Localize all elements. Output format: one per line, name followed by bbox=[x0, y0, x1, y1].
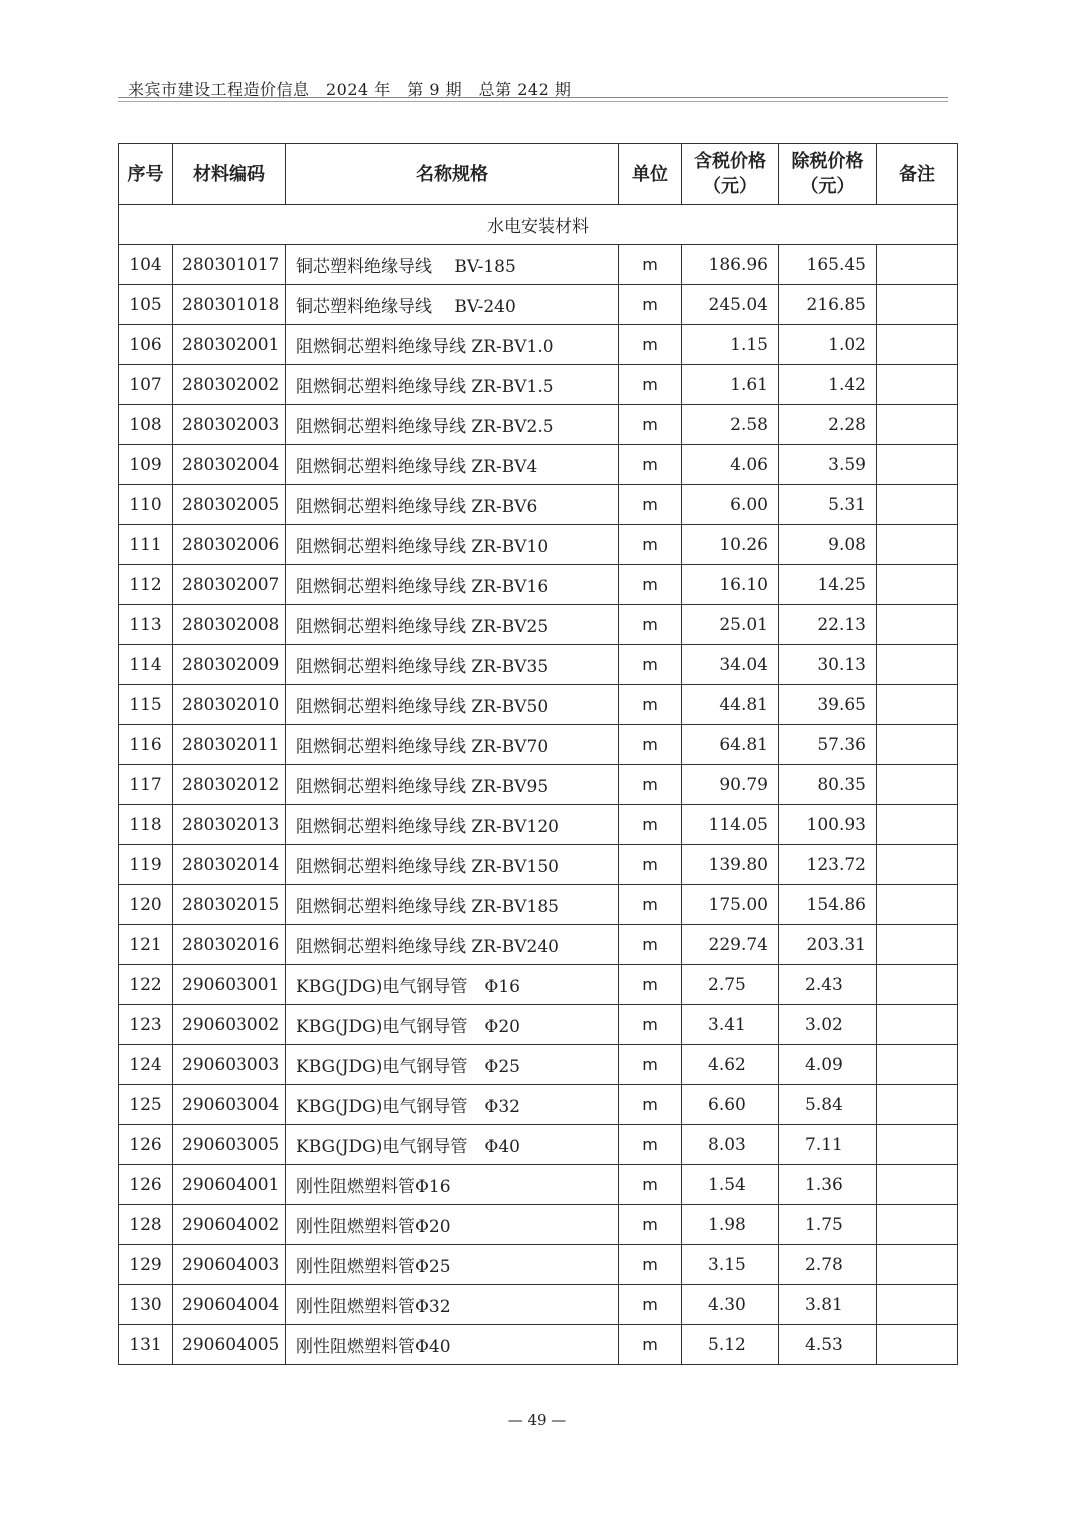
row-index: 123 bbox=[119, 1005, 173, 1045]
row-index: 115 bbox=[119, 685, 173, 725]
row-code: 280302008 bbox=[173, 605, 286, 645]
row-name-spec: 刚性阻燃塑料管Φ40 bbox=[286, 1325, 619, 1365]
row-code: 280302014 bbox=[173, 845, 286, 885]
row-price-with-tax: 229.74 bbox=[682, 925, 779, 965]
row-code: 290603003 bbox=[173, 1045, 286, 1085]
row-price-without-tax: 5.31 bbox=[779, 485, 877, 525]
table-row bbox=[119, 885, 958, 925]
row-price-with-tax: 4.30 bbox=[682, 1285, 779, 1325]
row-remarks bbox=[877, 725, 958, 765]
table-row bbox=[119, 725, 958, 765]
row-unit: m bbox=[619, 325, 682, 365]
row-name-spec: 阻燃铜芯塑料绝缘导线 ZR-BV185 bbox=[286, 885, 619, 925]
header-code: 材料编码 bbox=[173, 144, 286, 205]
table-row bbox=[119, 1205, 958, 1245]
header-remarks: 备注 bbox=[877, 144, 958, 205]
row-unit: m bbox=[619, 1045, 682, 1085]
row-unit: m bbox=[619, 365, 682, 405]
row-price-without-tax: 22.13 bbox=[779, 605, 877, 645]
table-row bbox=[119, 245, 958, 285]
row-unit: m bbox=[619, 525, 682, 565]
row-code: 280302009 bbox=[173, 645, 286, 685]
row-index: 125 bbox=[119, 1085, 173, 1125]
row-code: 290604004 bbox=[173, 1285, 286, 1325]
row-name-spec: 刚性阻燃塑料管Φ20 bbox=[286, 1205, 619, 1245]
table-row bbox=[119, 645, 958, 685]
row-remarks bbox=[877, 405, 958, 445]
row-name-spec: 铜芯塑料绝缘导线 BV-240 bbox=[286, 285, 619, 325]
row-remarks bbox=[877, 845, 958, 885]
row-price-with-tax: 2.75 bbox=[682, 965, 779, 1005]
row-remarks bbox=[877, 805, 958, 845]
row-price-without-tax: 1.42 bbox=[779, 365, 877, 405]
row-price-without-tax: 7.11 bbox=[779, 1125, 877, 1165]
row-code: 290604001 bbox=[173, 1165, 286, 1205]
table-row bbox=[119, 925, 958, 965]
row-index: 111 bbox=[119, 525, 173, 565]
table-row bbox=[119, 525, 958, 565]
row-unit: m bbox=[619, 605, 682, 645]
row-name-spec: 阻燃铜芯塑料绝缘导线 ZR-BV35 bbox=[286, 645, 619, 685]
row-index: 119 bbox=[119, 845, 173, 885]
row-unit: m bbox=[619, 405, 682, 445]
row-remarks bbox=[877, 1125, 958, 1165]
row-unit: m bbox=[619, 1005, 682, 1045]
row-remarks bbox=[877, 885, 958, 925]
row-price-with-tax: 1.98 bbox=[682, 1205, 779, 1245]
row-price-without-tax: 2.28 bbox=[779, 405, 877, 445]
row-price-with-tax: 3.15 bbox=[682, 1245, 779, 1285]
row-price-with-tax: 64.81 bbox=[682, 725, 779, 765]
row-code: 280302011 bbox=[173, 725, 286, 765]
table-row bbox=[119, 1045, 958, 1085]
row-index: 109 bbox=[119, 445, 173, 485]
row-remarks bbox=[877, 1325, 958, 1365]
table-row bbox=[119, 405, 958, 445]
row-index: 105 bbox=[119, 285, 173, 325]
row-price-with-tax: 4.62 bbox=[682, 1045, 779, 1085]
row-index: 108 bbox=[119, 405, 173, 445]
table-row bbox=[119, 845, 958, 885]
row-remarks bbox=[877, 605, 958, 645]
row-code: 280302005 bbox=[173, 485, 286, 525]
row-name-spec: 阻燃铜芯塑料绝缘导线 ZR-BV6 bbox=[286, 485, 619, 525]
row-index: 129 bbox=[119, 1245, 173, 1285]
row-unit: m bbox=[619, 1085, 682, 1125]
row-price-with-tax: 1.54 bbox=[682, 1165, 779, 1205]
row-price-without-tax: 154.86 bbox=[779, 885, 877, 925]
row-name-spec: 阻燃铜芯塑料绝缘导线 ZR-BV70 bbox=[286, 725, 619, 765]
row-unit: m bbox=[619, 965, 682, 1005]
row-name-spec: 阻燃铜芯塑料绝缘导线 ZR-BV150 bbox=[286, 845, 619, 885]
row-code: 290604002 bbox=[173, 1205, 286, 1245]
row-price-without-tax: 100.93 bbox=[779, 805, 877, 845]
row-name-spec: 刚性阻燃塑料管Φ25 bbox=[286, 1245, 619, 1285]
row-name-spec: 阻燃铜芯塑料绝缘导线 ZR-BV25 bbox=[286, 605, 619, 645]
table-row bbox=[119, 1325, 958, 1365]
row-index: 112 bbox=[119, 565, 173, 605]
row-remarks bbox=[877, 245, 958, 285]
row-unit: m bbox=[619, 485, 682, 525]
row-code: 280302015 bbox=[173, 885, 286, 925]
row-price-without-tax: 5.84 bbox=[779, 1085, 877, 1125]
section-row bbox=[119, 205, 958, 245]
row-unit: m bbox=[619, 445, 682, 485]
table-row bbox=[119, 565, 958, 605]
row-index: 124 bbox=[119, 1045, 173, 1085]
row-index: 131 bbox=[119, 1325, 173, 1365]
row-index: 121 bbox=[119, 925, 173, 965]
row-code: 280301017 bbox=[173, 245, 286, 285]
row-price-without-tax: 39.65 bbox=[779, 685, 877, 725]
row-remarks bbox=[877, 365, 958, 405]
row-price-with-tax: 186.96 bbox=[682, 245, 779, 285]
row-remarks bbox=[877, 1045, 958, 1085]
row-remarks bbox=[877, 645, 958, 685]
row-name-spec: 阻燃铜芯塑料绝缘导线 ZR-BV10 bbox=[286, 525, 619, 565]
header-price-without-tax: 除税价格 （元） bbox=[779, 144, 877, 205]
table-row bbox=[119, 1285, 958, 1325]
row-unit: m bbox=[619, 805, 682, 845]
row-code: 280302012 bbox=[173, 765, 286, 805]
header-rule-secondary bbox=[118, 101, 948, 102]
row-unit: m bbox=[619, 645, 682, 685]
row-price-with-tax: 10.26 bbox=[682, 525, 779, 565]
row-price-without-tax: 1.36 bbox=[779, 1165, 877, 1205]
row-name-spec: 阻燃铜芯塑料绝缘导线 ZR-BV2.5 bbox=[286, 405, 619, 445]
row-price-without-tax: 3.02 bbox=[779, 1005, 877, 1045]
row-code: 280302001 bbox=[173, 325, 286, 365]
row-index: 113 bbox=[119, 605, 173, 645]
row-index: 104 bbox=[119, 245, 173, 285]
row-index: 107 bbox=[119, 365, 173, 405]
row-index: 116 bbox=[119, 725, 173, 765]
row-name-spec: 阻燃铜芯塑料绝缘导线 ZR-BV1.0 bbox=[286, 325, 619, 365]
row-name-spec: 刚性阻燃塑料管Φ32 bbox=[286, 1285, 619, 1325]
row-name-spec: 阻燃铜芯塑料绝缘导线 ZR-BV120 bbox=[286, 805, 619, 845]
page-header: 来宾市建设工程造价信息 2024 年 第 9 期 总第 242 期 bbox=[128, 80, 572, 99]
row-price-with-tax: 245.04 bbox=[682, 285, 779, 325]
table-row bbox=[119, 1245, 958, 1285]
row-unit: m bbox=[619, 1285, 682, 1325]
row-remarks bbox=[877, 1085, 958, 1125]
row-remarks bbox=[877, 485, 958, 525]
row-price-with-tax: 90.79 bbox=[682, 765, 779, 805]
row-price-with-tax: 3.41 bbox=[682, 1005, 779, 1045]
row-code: 280302016 bbox=[173, 925, 286, 965]
row-name-spec: 阻燃铜芯塑料绝缘导线 ZR-BV50 bbox=[286, 685, 619, 725]
row-code: 280302006 bbox=[173, 525, 286, 565]
row-name-spec: 铜芯塑料绝缘导线 BV-185 bbox=[286, 245, 619, 285]
row-unit: m bbox=[619, 245, 682, 285]
row-unit: m bbox=[619, 1165, 682, 1205]
row-price-without-tax: 14.25 bbox=[779, 565, 877, 605]
row-unit: m bbox=[619, 845, 682, 885]
table-row bbox=[119, 1085, 958, 1125]
row-remarks bbox=[877, 1005, 958, 1045]
row-unit: m bbox=[619, 725, 682, 765]
row-index: 114 bbox=[119, 645, 173, 685]
header-price-with-tax: 含税价格 （元） bbox=[682, 144, 779, 205]
row-name-spec: KBG(JDG)电气钢导管 Φ20 bbox=[286, 1005, 619, 1045]
row-code: 280301018 bbox=[173, 285, 286, 325]
row-unit: m bbox=[619, 685, 682, 725]
row-price-with-tax: 4.06 bbox=[682, 445, 779, 485]
row-index: 117 bbox=[119, 765, 173, 805]
row-price-without-tax: 57.36 bbox=[779, 725, 877, 765]
header-name-spec: 名称规格 bbox=[286, 144, 619, 205]
row-code: 280302002 bbox=[173, 365, 286, 405]
row-index: 106 bbox=[119, 325, 173, 365]
table-row bbox=[119, 445, 958, 485]
row-index: 122 bbox=[119, 965, 173, 1005]
row-code: 280302010 bbox=[173, 685, 286, 725]
row-price-without-tax: 203.31 bbox=[779, 925, 877, 965]
row-remarks bbox=[877, 525, 958, 565]
table-row bbox=[119, 285, 958, 325]
row-price-with-tax: 5.12 bbox=[682, 1325, 779, 1365]
row-price-without-tax: 4.09 bbox=[779, 1045, 877, 1085]
row-price-without-tax: 1.75 bbox=[779, 1205, 877, 1245]
row-name-spec: 刚性阻燃塑料管Φ16 bbox=[286, 1165, 619, 1205]
row-price-without-tax: 165.45 bbox=[779, 245, 877, 285]
table-header-row bbox=[119, 144, 958, 205]
row-remarks bbox=[877, 765, 958, 805]
row-name-spec: KBG(JDG)电气钢导管 Φ16 bbox=[286, 965, 619, 1005]
row-index: 110 bbox=[119, 485, 173, 525]
row-name-spec: KBG(JDG)电气钢导管 Φ40 bbox=[286, 1125, 619, 1165]
row-price-with-tax: 1.61 bbox=[682, 365, 779, 405]
row-index: 126 bbox=[119, 1165, 173, 1205]
row-price-with-tax: 2.58 bbox=[682, 405, 779, 445]
row-price-with-tax: 114.05 bbox=[682, 805, 779, 845]
row-code: 290603002 bbox=[173, 1005, 286, 1045]
row-price-with-tax: 44.81 bbox=[682, 685, 779, 725]
row-name-spec: 阻燃铜芯塑料绝缘导线 ZR-BV16 bbox=[286, 565, 619, 605]
row-price-with-tax: 16.10 bbox=[682, 565, 779, 605]
row-price-without-tax: 80.35 bbox=[779, 765, 877, 805]
row-code: 290604003 bbox=[173, 1245, 286, 1285]
row-unit: m bbox=[619, 285, 682, 325]
table-row bbox=[119, 805, 958, 845]
row-price-with-tax: 34.04 bbox=[682, 645, 779, 685]
table-row bbox=[119, 685, 958, 725]
row-price-without-tax: 123.72 bbox=[779, 845, 877, 885]
row-remarks bbox=[877, 1285, 958, 1325]
row-unit: m bbox=[619, 1325, 682, 1365]
row-code: 290603005 bbox=[173, 1125, 286, 1165]
row-index: 126 bbox=[119, 1125, 173, 1165]
row-code: 290603004 bbox=[173, 1085, 286, 1125]
row-price-without-tax: 216.85 bbox=[779, 285, 877, 325]
section-title: 水电安装材料 bbox=[119, 205, 958, 245]
row-price-without-tax: 30.13 bbox=[779, 645, 877, 685]
row-name-spec: 阻燃铜芯塑料绝缘导线 ZR-BV4 bbox=[286, 445, 619, 485]
row-price-with-tax: 139.80 bbox=[682, 845, 779, 885]
price-table bbox=[118, 143, 958, 1365]
row-name-spec: 阻燃铜芯塑料绝缘导线 ZR-BV240 bbox=[286, 925, 619, 965]
row-remarks bbox=[877, 325, 958, 365]
row-unit: m bbox=[619, 1245, 682, 1285]
row-code: 280302003 bbox=[173, 405, 286, 445]
table-row bbox=[119, 765, 958, 805]
row-price-with-tax: 25.01 bbox=[682, 605, 779, 645]
row-price-without-tax: 3.59 bbox=[779, 445, 877, 485]
row-index: 120 bbox=[119, 885, 173, 925]
table-row bbox=[119, 485, 958, 525]
row-unit: m bbox=[619, 565, 682, 605]
table-row bbox=[119, 1005, 958, 1045]
table-row bbox=[119, 325, 958, 365]
row-remarks bbox=[877, 1245, 958, 1285]
row-unit: m bbox=[619, 765, 682, 805]
table-row bbox=[119, 605, 958, 645]
row-code: 280302007 bbox=[173, 565, 286, 605]
row-name-spec: 阻燃铜芯塑料绝缘导线 ZR-BV1.5 bbox=[286, 365, 619, 405]
row-code: 280302013 bbox=[173, 805, 286, 845]
row-index: 118 bbox=[119, 805, 173, 845]
row-unit: m bbox=[619, 925, 682, 965]
table-row bbox=[119, 1125, 958, 1165]
table-row bbox=[119, 1165, 958, 1205]
table-row bbox=[119, 365, 958, 405]
row-price-without-tax: 2.43 bbox=[779, 965, 877, 1005]
row-remarks bbox=[877, 1205, 958, 1245]
row-price-without-tax: 9.08 bbox=[779, 525, 877, 565]
row-unit: m bbox=[619, 1125, 682, 1165]
row-price-with-tax: 6.00 bbox=[682, 485, 779, 525]
row-index: 130 bbox=[119, 1285, 173, 1325]
row-code: 290604005 bbox=[173, 1325, 286, 1365]
row-remarks bbox=[877, 965, 958, 1005]
header-rule bbox=[118, 97, 948, 98]
row-remarks bbox=[877, 285, 958, 325]
row-remarks bbox=[877, 685, 958, 725]
header-unit: 单位 bbox=[619, 144, 682, 205]
row-name-spec: KBG(JDG)电气钢导管 Φ32 bbox=[286, 1085, 619, 1125]
row-price-with-tax: 6.60 bbox=[682, 1085, 779, 1125]
row-name-spec: 阻燃铜芯塑料绝缘导线 ZR-BV95 bbox=[286, 765, 619, 805]
table-row bbox=[119, 965, 958, 1005]
row-price-without-tax: 3.81 bbox=[779, 1285, 877, 1325]
row-code: 280302004 bbox=[173, 445, 286, 485]
row-code: 290603001 bbox=[173, 965, 286, 1005]
row-price-with-tax: 175.00 bbox=[682, 885, 779, 925]
row-name-spec: KBG(JDG)电气钢导管 Φ25 bbox=[286, 1045, 619, 1085]
row-index: 128 bbox=[119, 1205, 173, 1245]
header-index: 序号 bbox=[119, 144, 173, 205]
row-unit: m bbox=[619, 885, 682, 925]
row-price-with-tax: 8.03 bbox=[682, 1125, 779, 1165]
row-remarks bbox=[877, 565, 958, 605]
row-price-without-tax: 1.02 bbox=[779, 325, 877, 365]
row-remarks bbox=[877, 1165, 958, 1205]
page-number: — 49 — bbox=[507, 1411, 567, 1429]
row-remarks bbox=[877, 445, 958, 485]
row-price-with-tax: 1.15 bbox=[682, 325, 779, 365]
row-price-without-tax: 4.53 bbox=[779, 1325, 877, 1365]
row-unit: m bbox=[619, 1205, 682, 1245]
row-price-without-tax: 2.78 bbox=[779, 1245, 877, 1285]
row-remarks bbox=[877, 925, 958, 965]
